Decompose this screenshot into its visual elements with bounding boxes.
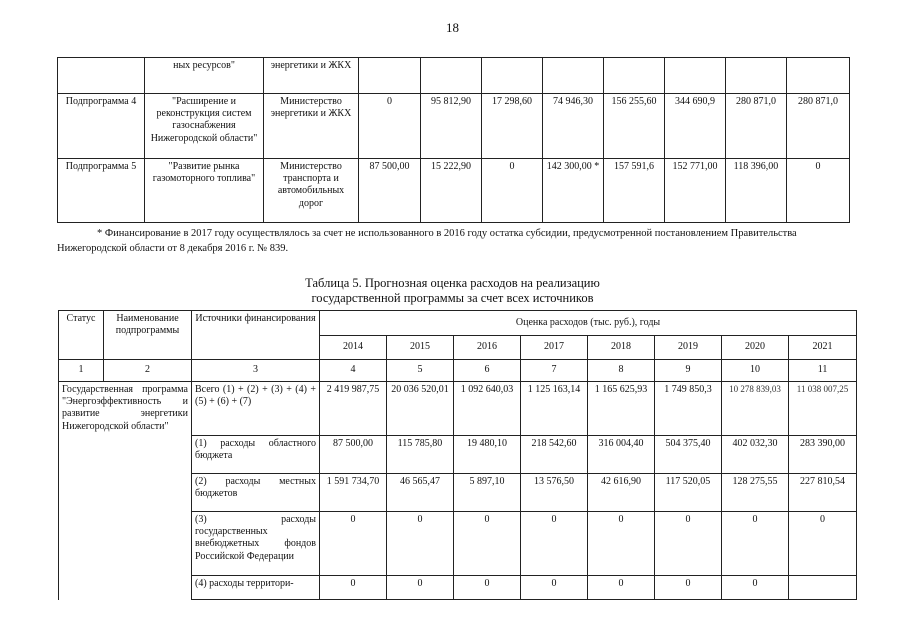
- value-cell: [787, 58, 850, 94]
- column-number: 7: [521, 360, 588, 382]
- agency-cell: энергетики и ЖКХ: [264, 58, 359, 94]
- value-cell: 0: [387, 512, 454, 576]
- value-cell: 95 812,90: [421, 94, 482, 159]
- status-cell: [58, 58, 145, 94]
- value-cell: 0: [722, 576, 789, 600]
- table-row: [59, 382, 857, 436]
- value-cell: 115 785,80: [387, 436, 454, 474]
- value-cell: 316 004,40: [588, 436, 655, 474]
- column-number: 3: [192, 360, 320, 382]
- column-number: 6: [454, 360, 521, 382]
- header-year: 2017: [521, 336, 588, 360]
- expense-forecast-table: [58, 310, 857, 600]
- value-cell: 10 278 839,03: [722, 382, 789, 436]
- value-cell: 0: [787, 159, 850, 223]
- header-funding-sources: Источники финансирования: [192, 311, 320, 360]
- funding-source-cell: (2) расходы местных бюджетов: [192, 474, 320, 512]
- value-cell: 0: [320, 576, 387, 600]
- value-cell: 1 092 640,03: [454, 382, 521, 436]
- subprogram-name-cell: ных ресурсов": [145, 58, 264, 94]
- column-number: 2: [104, 360, 192, 382]
- value-cell: 87 500,00: [320, 436, 387, 474]
- column-number: 10: [722, 360, 789, 382]
- value-cell: 42 616,90: [588, 474, 655, 512]
- column-number: 9: [655, 360, 722, 382]
- value-cell: 19 480,10: [454, 436, 521, 474]
- value-cell: 13 576,50: [521, 474, 588, 512]
- agency-cell: Министерство энергетики и ЖКХ: [264, 94, 359, 159]
- value-cell: [604, 58, 665, 94]
- value-cell: 46 565,47: [387, 474, 454, 512]
- value-cell: 227 810,54: [789, 474, 857, 512]
- value-cell: 157 591,6: [604, 159, 665, 223]
- value-cell: 0: [521, 576, 588, 600]
- agency-cell: Министерство транспорта и автомобильных дорог: [264, 159, 359, 223]
- header-subprogram-name: Наименование подпрограммы: [104, 311, 192, 360]
- subprogram-funding-table: [57, 57, 850, 223]
- header-status: Статус: [59, 311, 104, 360]
- funding-source-cell: (1) расходы областного бюджета: [192, 436, 320, 474]
- value-cell: 0: [454, 512, 521, 576]
- table-row: [58, 159, 850, 223]
- value-cell: 280 871,0: [726, 94, 787, 159]
- column-number: 5: [387, 360, 454, 382]
- value-cell: 0: [588, 512, 655, 576]
- header-year: 2020: [722, 336, 789, 360]
- page-number: 18: [446, 20, 459, 35]
- value-cell: [359, 58, 421, 94]
- value-cell: 0: [789, 512, 857, 576]
- column-number: 4: [320, 360, 387, 382]
- subprogram-name-cell: "Развитие рынка газомоторного топлива": [145, 159, 264, 223]
- value-cell: [543, 58, 604, 94]
- status-cell: Подпрограмма 5: [58, 159, 145, 223]
- value-cell: 0: [482, 159, 543, 223]
- value-cell: 11 038 007,25: [789, 382, 857, 436]
- value-cell: 0: [454, 576, 521, 600]
- column-number: 11: [789, 360, 857, 382]
- header-year: 2019: [655, 336, 722, 360]
- column-number: 1: [59, 360, 104, 382]
- value-cell: [482, 58, 543, 94]
- value-cell: 15 222,90: [421, 159, 482, 223]
- value-cell: 280 871,0: [787, 94, 850, 159]
- value-cell: [665, 58, 726, 94]
- header-year: 2021: [789, 336, 857, 360]
- header-year: 2014: [320, 336, 387, 360]
- header-year: 2016: [454, 336, 521, 360]
- value-cell: 20 036 520,01: [387, 382, 454, 436]
- value-cell: 283 390,00: [789, 436, 857, 474]
- value-cell: 344 690,9: [665, 94, 726, 159]
- subprogram-name-cell: "Расширение и реконструкция систем газоснабжения Нижегородской области": [145, 94, 264, 159]
- value-cell: 152 771,00: [665, 159, 726, 223]
- value-cell: 1 125 163,14: [521, 382, 588, 436]
- value-cell: [789, 576, 857, 600]
- column-number: 8: [588, 360, 655, 382]
- status-cell: Подпрограмма 4: [58, 94, 145, 159]
- header-expense-estimate: Оценка расходов (тыс. руб.), годы: [320, 311, 857, 336]
- value-cell: 402 032,30: [722, 436, 789, 474]
- funding-source-cell: (4) расходы территори-: [192, 576, 320, 600]
- funding-source-cell: (3) расходы государственных внебюджетных фондов Российской Федерации: [192, 512, 320, 576]
- value-cell: 0: [655, 576, 722, 600]
- value-cell: 504 375,40: [655, 436, 722, 474]
- table-row: [58, 58, 850, 94]
- value-cell: 0: [521, 512, 588, 576]
- table-row: [58, 94, 850, 159]
- table-caption-line-2: государственной программы за счет всех источников: [311, 291, 594, 305]
- value-cell: 156 255,60: [604, 94, 665, 159]
- value-cell: 218 542,60: [521, 436, 588, 474]
- value-cell: 17 298,60: [482, 94, 543, 159]
- header-year: 2015: [387, 336, 454, 360]
- value-cell: 1 591 734,70: [320, 474, 387, 512]
- table-caption-line-1: Таблица 5. Прогнозная оценка расходов на реализацию: [305, 276, 600, 290]
- value-cell: 0: [320, 512, 387, 576]
- value-cell: 117 520,05: [655, 474, 722, 512]
- footnote: * Финансирование в 2017 году осуществлялось за счет не использованного в 2016 году остатка субсидии, предусмотренной постановлением Правительства Нижегородской области от 8 декабря 2016 г. № 839.: [57, 228, 797, 255]
- value-cell: [421, 58, 482, 94]
- value-cell: 142 300,00 *: [543, 159, 604, 223]
- value-cell: 2 419 987,75: [320, 382, 387, 436]
- value-cell: 0: [655, 512, 722, 576]
- value-cell: 5 897,10: [454, 474, 521, 512]
- value-cell: 0: [387, 576, 454, 600]
- value-cell: 0: [722, 512, 789, 576]
- value-cell: 0: [588, 576, 655, 600]
- value-cell: 0: [359, 94, 421, 159]
- value-cell: 87 500,00: [359, 159, 421, 223]
- funding-source-cell: Всего (1) + (2) + (3) + (4) + (5) + (6) + (7): [192, 382, 320, 436]
- value-cell: 1 749 850,3: [655, 382, 722, 436]
- value-cell: 118 396,00: [726, 159, 787, 223]
- value-cell: 74 946,30: [543, 94, 604, 159]
- header-year: 2018: [588, 336, 655, 360]
- column-number-row: [59, 360, 857, 382]
- program-name-cell: Государственная программа "Энергоэффективность и развитие энергетики Нижегородской области": [59, 382, 192, 600]
- value-cell: [726, 58, 787, 94]
- value-cell: 128 275,55: [722, 474, 789, 512]
- value-cell: 1 165 625,93: [588, 382, 655, 436]
